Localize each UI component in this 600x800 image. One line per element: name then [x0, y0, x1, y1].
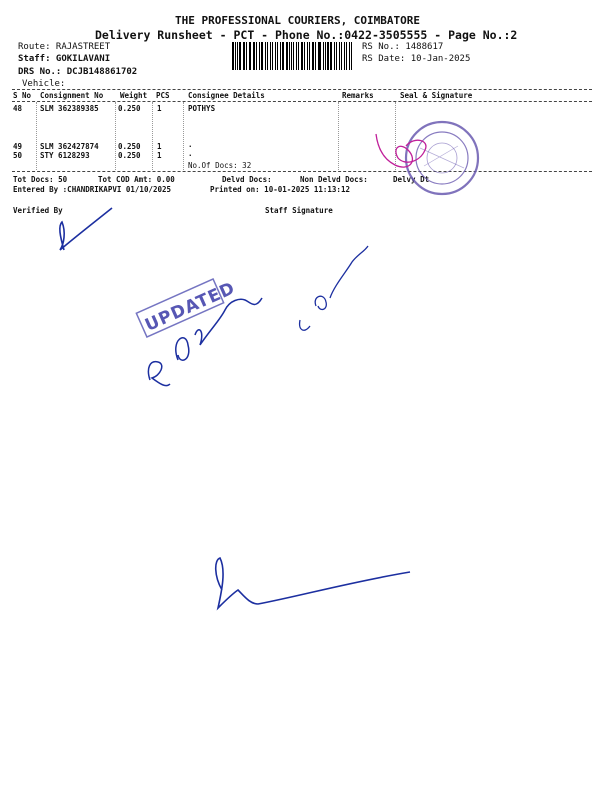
seal-pen-mark — [376, 134, 426, 167]
barcode-bar — [249, 42, 250, 70]
col-sep — [395, 102, 396, 170]
barcode-bar — [349, 42, 350, 70]
total-cod-amount: Tot COD Amt: 0.00 — [98, 175, 175, 184]
staff-label: Staff: GOKILAVANI — [18, 54, 111, 64]
table-row-sno: 50 — [13, 151, 23, 160]
barcode-bar — [291, 42, 292, 70]
barcode-bar — [323, 42, 324, 70]
col-header-sno: S No — [13, 91, 32, 100]
barcode-bar — [351, 42, 352, 70]
table-row-consignment: STY 6128293 — [40, 151, 90, 160]
barcode-bar — [309, 42, 310, 70]
col-header-weight: Weight — [120, 91, 148, 100]
barcode-bar — [282, 42, 284, 70]
barcode-bar — [280, 42, 281, 70]
col-header-seal: Seal & Signature — [400, 91, 473, 100]
barcode-bar — [250, 42, 251, 70]
col-sep — [338, 102, 339, 170]
barcode-bar — [275, 42, 276, 70]
col-header-remarks: Remarks — [342, 91, 374, 100]
entered-by: Entered By :CHANDRIKAPVI 01/10/2025 — [13, 185, 172, 194]
barcode-bar — [243, 42, 245, 70]
barcode-bar — [235, 42, 236, 70]
table-top-rule — [12, 89, 592, 90]
barcode-bar — [239, 42, 241, 70]
updated-stamp-text: UPDATED — [142, 278, 239, 336]
barcode-bar — [265, 42, 266, 70]
table-row-consignee: . — [188, 149, 193, 158]
route-label: Route: RAJASTREET — [18, 42, 111, 52]
table-row-weight: 0.250 — [118, 151, 141, 160]
runsheet-subtitle: Delivery Runsheet - PCT - Phone No.:0422-3505555 - Page No.:2 — [95, 28, 518, 42]
table-row-consignee: . — [188, 140, 193, 149]
table-row-pcs: 1 — [157, 104, 162, 113]
gokilavani-signature — [300, 246, 368, 330]
barcode-bar — [304, 42, 306, 70]
barcode-bar — [259, 42, 260, 70]
verified-by-label: Verified By — [13, 206, 63, 215]
barcode-bar — [293, 42, 294, 70]
table-row-consignment: SLM 362389385 — [40, 104, 99, 113]
rs-number: RS No.: 1488617 — [362, 42, 444, 52]
barcode-bar — [301, 42, 303, 70]
company-title: THE PROFESSIONAL COURIERS, COIMBATORE — [175, 14, 421, 27]
barcode-bar — [277, 42, 279, 70]
table-row-pcs: 1 — [157, 142, 162, 151]
barcode-bar — [261, 42, 263, 70]
barcode-bar — [272, 42, 273, 70]
barcode-bar — [289, 42, 290, 70]
table-row-sno: 48 — [13, 104, 23, 113]
col-sep — [36, 102, 37, 170]
delivery-date: Delvy Dt — [393, 175, 430, 184]
table-header-rule — [12, 101, 592, 102]
col-sep — [183, 102, 184, 170]
barcode-bar — [253, 42, 255, 70]
non-delivered-docs: Non Delvd Docs: — [300, 175, 368, 184]
table-row-weight: 0.250 — [118, 104, 141, 113]
barcode-bar — [319, 42, 321, 70]
table-row-sno: 49 — [13, 142, 23, 151]
barcode-bar — [312, 42, 314, 70]
table-row-consignee: POTHYS — [188, 104, 216, 113]
table-row-consignment: SLM 362427874 — [40, 142, 99, 151]
col-sep — [152, 102, 153, 170]
drs-number: DRS No.: DCJB148861702 — [18, 67, 138, 77]
printed-on: Printed on: 10-01-2025 11:13:12 — [210, 185, 350, 194]
col-header-consignment: Consignment No — [40, 91, 104, 100]
barcode-bar — [298, 42, 299, 70]
barcode-bar — [286, 42, 288, 70]
barcode-bar — [327, 42, 329, 70]
staff-signature-label: Staff Signature — [265, 206, 333, 215]
barcode-bar — [318, 42, 319, 70]
barcode-bar — [296, 42, 298, 70]
table-row-weight: 0.250 — [118, 142, 141, 151]
barcode-bar — [267, 42, 268, 70]
barcode-bar — [334, 42, 335, 70]
total-docs: Tot Docs: 50 — [13, 175, 68, 184]
verified-by-signature — [60, 208, 112, 250]
barcode-bar — [307, 42, 308, 70]
barcode-bar — [341, 42, 343, 70]
barcode-bar — [330, 42, 332, 70]
barcode-bar — [232, 42, 234, 70]
barcode-bar — [344, 42, 345, 70]
bottom-signature — [216, 558, 410, 608]
vehicle-label: Vehicle: — [22, 79, 66, 89]
table-row-pcs: 1 — [157, 151, 162, 160]
barcode-bar — [246, 42, 247, 70]
barcode — [232, 42, 354, 70]
col-header-consignee: Consignee Details — [188, 91, 265, 100]
col-header-pcs: PCS — [156, 91, 170, 100]
barcode-bar — [256, 42, 258, 70]
rs-date: RS Date: 10-Jan-2025 — [362, 54, 471, 64]
col-sep — [115, 102, 116, 170]
barcode-bar — [339, 42, 340, 70]
delivered-docs: Delvd Docs: — [222, 175, 272, 184]
barcode-bar — [336, 42, 337, 70]
barcode-bar — [346, 42, 348, 70]
barcode-bar — [315, 42, 316, 70]
barcode-bar — [325, 42, 326, 70]
barcode-bar — [237, 42, 238, 70]
table-bottom-rule — [12, 171, 592, 172]
barcode-bar — [270, 42, 272, 70]
no-of-docs: No.Of Docs: 32 — [188, 161, 252, 170]
